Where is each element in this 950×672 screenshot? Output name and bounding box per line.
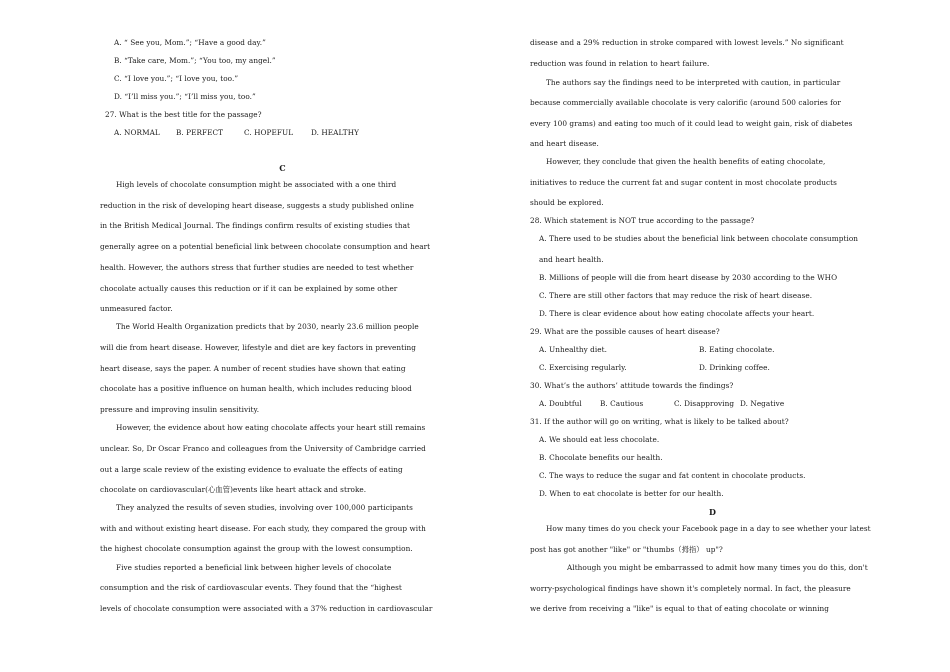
passage-c-line: chocolate actually causes this reduction or if it can be explained by some other bbox=[100, 284, 398, 293]
passage-c-line: out a large scale review of the existing evidence to evaluate the effects of eating bbox=[100, 465, 403, 474]
q30-option-c[interactable]: C. Disapproving bbox=[674, 399, 735, 408]
passage-c-line: However, they conclude that given the health benefits of eating chocolate, bbox=[546, 157, 826, 166]
passage-d-line: post has got another "like" or "thumbs（拇指） up"? bbox=[530, 545, 723, 554]
passage-c-line: They analyzed the results of seven studies, involving over 100,000 participants bbox=[116, 503, 413, 512]
passage-c-line: heart disease, says the paper. A number of recent studies have shown that eating bbox=[100, 364, 406, 373]
q26-option-d[interactable]: D. “I’ll miss you.”; “I’ll miss you, too.” bbox=[114, 92, 256, 101]
passage-d-line: we derive from receiving a "like" is equal to that of eating chocolate or winning bbox=[530, 604, 829, 613]
q29-option-c[interactable]: C. Exercising regularly. bbox=[539, 363, 627, 372]
q29-option-a[interactable]: A. Unhealthy diet. bbox=[539, 345, 608, 354]
question-28: 28. Which statement is NOT true according to the passage? bbox=[530, 216, 755, 225]
q30-option-d[interactable]: D. Negative bbox=[740, 399, 785, 408]
passage-d-line: Although you might be embarrassed to admit how many times you do this, don't bbox=[567, 563, 868, 572]
passage-c-line: every 100 grams) and eating too much of it could lead to weight gain, risk of diabetes bbox=[530, 119, 853, 128]
passage-c-line: the highest chocolate consumption against the group with the lowest consumption. bbox=[100, 544, 413, 553]
q27-options bbox=[114, 128, 359, 138]
passage-c-line: because commercially available chocolate is very calorific (around 500 calories for bbox=[530, 98, 841, 107]
passage-c-line: chocolate has a positive influence on human health, which includes reducing blood bbox=[100, 384, 412, 393]
passage-c-line: in the British Medical Journal. The findings confirm results of existing studies that bbox=[100, 221, 410, 230]
q31-option-d[interactable]: D. When to eat chocolate is better for our health. bbox=[539, 489, 724, 498]
passage-c-line: with and without existing heart disease. For each study, they compared the group with bbox=[100, 524, 426, 533]
q28-option-a-cont: and heart health. bbox=[539, 255, 604, 264]
question-27: 27. What is the best title for the passage? bbox=[105, 110, 262, 119]
q28-option-c[interactable]: C. There are still other factors that may reduce the risk of heart disease. bbox=[539, 291, 813, 300]
passage-c-line: The authors say the findings need to be interpreted with caution, in particular bbox=[546, 78, 841, 87]
passage-c-line: However, the evidence about how eating chocolate affects your heart still remains bbox=[116, 423, 426, 432]
passage-c-line: consumption and the risk of cardiovascular events. They found that the “highest bbox=[100, 583, 402, 592]
passage-c-line: and heart disease. bbox=[530, 139, 599, 148]
q26-option-a[interactable]: A. “ See you, Mom.”; “Have a good day.” bbox=[114, 38, 266, 47]
q30-options bbox=[539, 399, 784, 409]
q31-option-c[interactable]: C. The ways to reduce the sugar and fat content in chocolate products. bbox=[539, 471, 806, 480]
q28-option-a[interactable]: A. There used to be studies about the beneficial link between chocolate consumption bbox=[539, 234, 859, 243]
passage-c-line: initiatives to reduce the current fat and sugar content in most chocolate products bbox=[530, 178, 837, 187]
q30-option-a[interactable]: A. Doubtful bbox=[539, 399, 582, 408]
q31-option-b[interactable]: B. Chocolate benefits our health. bbox=[539, 453, 663, 462]
passage-c-line: reduction was found in relation to heart failure. bbox=[530, 59, 710, 68]
passage-c-line: High levels of chocolate consumption might be associated with a one third bbox=[116, 180, 397, 189]
q27-option-d[interactable]: D. HEALTHY bbox=[311, 128, 359, 137]
passage-c-line: Five studies reported a beneficial link between higher levels of chocolate bbox=[116, 563, 392, 572]
passage-c-line: levels of chocolate consumption were associated with a 37% reduction in cardiovascular bbox=[100, 604, 433, 613]
q28-option-b[interactable]: B. Millions of people will die from heart disease by 2030 according to the WHO bbox=[539, 273, 838, 282]
passage-d-line: How many times do you check your Facebook page in a day to see whether your latest bbox=[546, 524, 871, 533]
question-29: 29. What are the possible causes of heart disease? bbox=[530, 327, 720, 336]
q26-option-c[interactable]: C. “I love you.”; “I love you, too.” bbox=[114, 74, 239, 83]
passage-c-line: generally agree on a potential beneficial link between chocolate consumption and heart bbox=[100, 242, 431, 251]
q31-option-a[interactable]: A. We should eat less chocolate. bbox=[539, 435, 660, 444]
q26-option-b[interactable]: B. “Take care, Mom.”; “You too, my angel.” bbox=[114, 56, 276, 65]
passage-c-line: should be explored. bbox=[530, 198, 604, 207]
q28-option-d[interactable]: D. There is clear evidence about how eating chocolate affects your heart. bbox=[539, 309, 815, 318]
passage-c-line: health. However, the authors stress that further studies are needed to test whether bbox=[100, 263, 414, 272]
question-30: 30. What’s the authors’ attitude towards the findings? bbox=[530, 381, 734, 390]
passage-c-line: will die from heart disease. However, lifestyle and diet are key factors in preventing bbox=[100, 343, 416, 352]
passage-c-line: unclear. So, Dr Oscar Franco and colleagues from the University of Cambridge carried bbox=[100, 444, 426, 453]
passage-c-line: The World Health Organization predicts that by 2030, nearly 23.6 million people bbox=[116, 322, 419, 331]
passage-c-line: disease and a 29% reduction in stroke compared with lowest levels.” No significant bbox=[530, 38, 844, 47]
section-c-heading: C bbox=[279, 163, 286, 173]
q27-option-c[interactable]: C. HOPEFUL bbox=[244, 128, 294, 137]
passage-c-line: pressure and improving insulin sensitivity. bbox=[100, 405, 260, 414]
q30-option-b[interactable]: B. Cautious bbox=[600, 399, 644, 408]
passage-c-line: unmeasured factor. bbox=[100, 304, 173, 313]
passage-d-line: worry-psychological findings have shown it's completely normal. In fact, the pleasure bbox=[530, 584, 851, 593]
question-31: 31. If the author will go on writing, what is likely to be talked about? bbox=[530, 417, 789, 426]
section-d-heading: D bbox=[709, 507, 716, 517]
q27-option-b[interactable]: B. PERFECT bbox=[176, 128, 224, 137]
q27-option-a[interactable]: A. NORMAL bbox=[114, 128, 160, 137]
passage-c-line: reduction in the risk of developing heart disease, suggests a study published online bbox=[100, 201, 414, 210]
q29-option-d[interactable]: D. Drinking coffee. bbox=[699, 363, 770, 372]
passage-c-line: chocolate on cardiovascular(心血管)events like heart attack and stroke. bbox=[100, 485, 367, 494]
q29-option-b[interactable]: B. Eating chocolate. bbox=[699, 345, 775, 354]
